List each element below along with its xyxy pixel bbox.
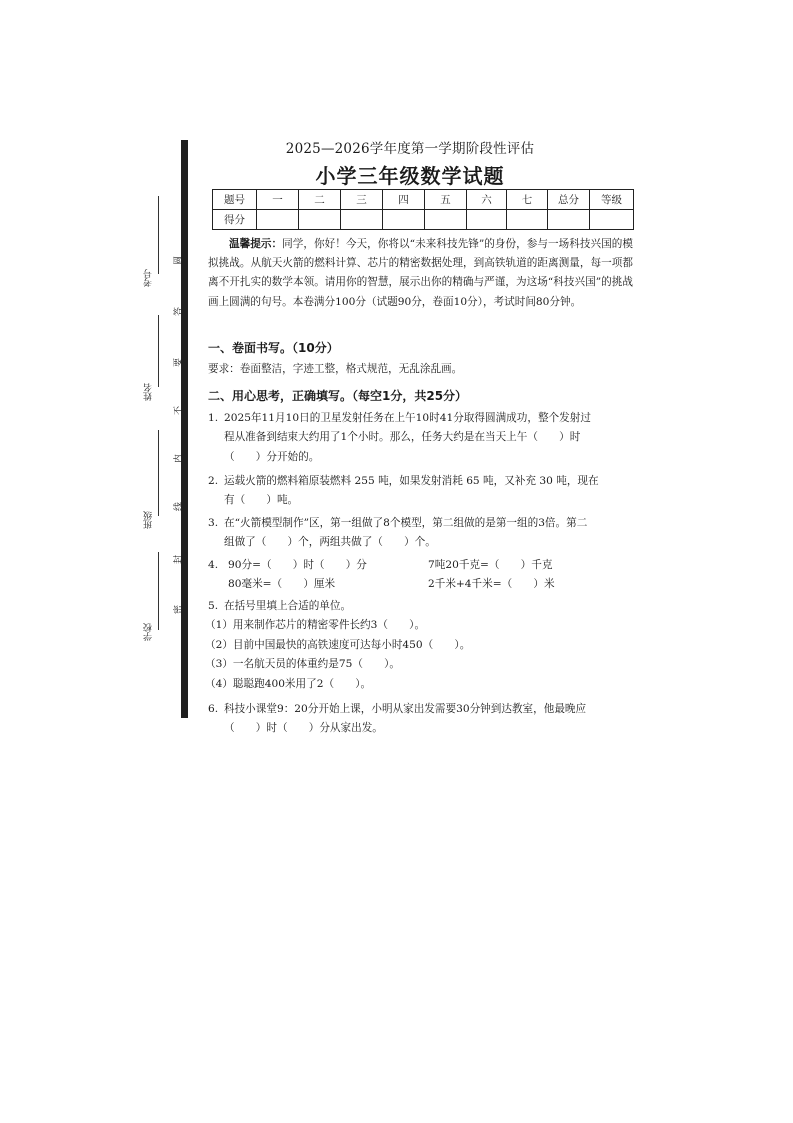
score-blank-cell [383, 210, 425, 230]
score-table-cell: 得分 [213, 210, 257, 230]
question-4 [208, 556, 633, 594]
seal-char: 内 [174, 453, 185, 464]
question-1 [208, 409, 633, 467]
score-blank-cell [299, 210, 341, 230]
question-text: 7吨20千克=（ ）千克 [428, 559, 553, 571]
score-table-cell: 二 [299, 190, 341, 210]
seal-char: 密 [174, 604, 185, 615]
score-blank-cell [590, 210, 634, 230]
section-1-requirement: 要求：卷面整洁，字迹工整，格式规范，无乱涂乱画。 [208, 363, 463, 375]
score-blank-cell [548, 210, 590, 230]
question-6 [208, 700, 633, 739]
score-table-cell: 总分 [548, 190, 590, 210]
question-text: 运载火箭的燃料箱原装燃料 255 吨，如果发射消耗 65 吨，又补充 30 吨，现在 [224, 475, 599, 487]
score-blank-cell [341, 210, 383, 230]
seal-char: 圆 [174, 255, 185, 266]
sub-question: （1）用来制作芯片的精密零件长约3（ ）。 [205, 619, 426, 632]
score-table-cell: 五 [425, 190, 467, 210]
question-number: 5. [208, 600, 219, 612]
question-text: 科技小课堂9：20分开始上课，小明从家出发需要30分钟到达教室，他最晚应 [224, 703, 587, 715]
question-text: 2025年11月10日的卫星发射任务在上午10时41分取得圆满成功，整个发射过 [224, 412, 591, 424]
intro-prefix: 温馨提示： [229, 238, 283, 250]
sub-question: （2）目前中国最快的高铁速度可达每小时450（ ）。 [205, 638, 471, 651]
question-text: 2千米+4千米=（ ）米 [428, 578, 555, 590]
question-number: 6. [208, 703, 219, 715]
exam-title: 小学三年级数学试题 [315, 164, 505, 188]
term-title: 2025—2026学年度第一学期阶段性评估 [285, 141, 535, 157]
question-3 [208, 514, 633, 553]
score-blank-cell [507, 210, 548, 230]
question-text: （ ）时（ ）分从家出发。 [224, 722, 383, 735]
section-2-title: 二、用心思考，正确填写。（每空1分，共25分） [208, 389, 468, 403]
question-text: 在括号里填上合适的单位。 [224, 600, 352, 612]
score-table-cell: 等级 [590, 190, 634, 210]
score-table-cell: 六 [467, 190, 507, 210]
label-school: 学校 [144, 623, 154, 641]
score-table-cell: 三 [341, 190, 383, 210]
score-table-header-row [213, 190, 634, 210]
question-text: 有（ ）吨。 [224, 494, 299, 507]
seal-char: 不 [174, 405, 185, 416]
label-name: 姓名 [144, 383, 154, 401]
score-table-score-row [213, 210, 634, 230]
intro-paragraph [208, 235, 633, 312]
label-class: 班级 [144, 511, 154, 529]
question-text: 90分=（ ）时（ ）分 [228, 559, 367, 571]
score-table-cell: 四 [383, 190, 425, 210]
question-number: 3. [208, 517, 219, 529]
question-2 [208, 472, 633, 511]
label-exam-number: 考号 [144, 269, 154, 287]
score-blank-cell [467, 210, 507, 230]
seal-char: 封 [174, 554, 185, 565]
seal-char: 线 [174, 501, 185, 512]
seal-char: 要 [174, 357, 185, 368]
question-text: 80毫米=（ ）厘米 [228, 578, 336, 590]
question-text: 程从准备到结束大约用了1个小时。那么，任务大约是在当天上午（ ）时 [224, 431, 581, 444]
sub-question: （3）一名航天员的体重约是75（ ）。 [205, 658, 401, 671]
seal-char: 答 [174, 306, 185, 317]
question-text: （ ）分开始的。 [224, 450, 320, 463]
question-text: 组做了（ ）个，两组共做了（ ）个。 [224, 536, 436, 549]
score-blank-cell [257, 210, 299, 230]
sub-question: （4）聪聪跑400米用了2（ ）。 [205, 677, 372, 690]
question-5 [205, 597, 633, 694]
score-table-cell: 七 [507, 190, 548, 210]
fill-line-exam-number [158, 196, 159, 274]
question-number: 1. [208, 412, 219, 424]
question-text: 在“火箭模型制作”区，第一组做了8个模型，第二组做的是第一组的3倍。第二 [224, 517, 588, 529]
question-number: 4. [208, 559, 219, 571]
intro-text: 同学，你好！今天，你将以“未来科技先锋”的身份，参与一场科技兴国的模拟挑战。从航天火箭的燃料计算、芯片的精密数据处理，到高铁轨道的距离测量，每一项都离不开扎实的数学本领。请用你的智慧，展示出你的精确与严谨，为这场“科技兴国”的挑战画上圆满的句号。本卷满分100分（试题90分，卷面10分），考试时间80分钟。 [208, 238, 633, 308]
score-blank-cell [425, 210, 467, 230]
score-table-cell: 题号 [213, 190, 257, 210]
binding-bar [181, 140, 188, 718]
score-table-cell: 一 [257, 190, 299, 210]
question-number: 2. [208, 475, 219, 487]
fill-line-class [158, 430, 159, 516]
fill-line-name [158, 315, 159, 387]
score-table [212, 189, 634, 230]
fill-line-school [158, 552, 159, 630]
section-1-title: 一、卷面书写。（10分） [208, 341, 339, 355]
